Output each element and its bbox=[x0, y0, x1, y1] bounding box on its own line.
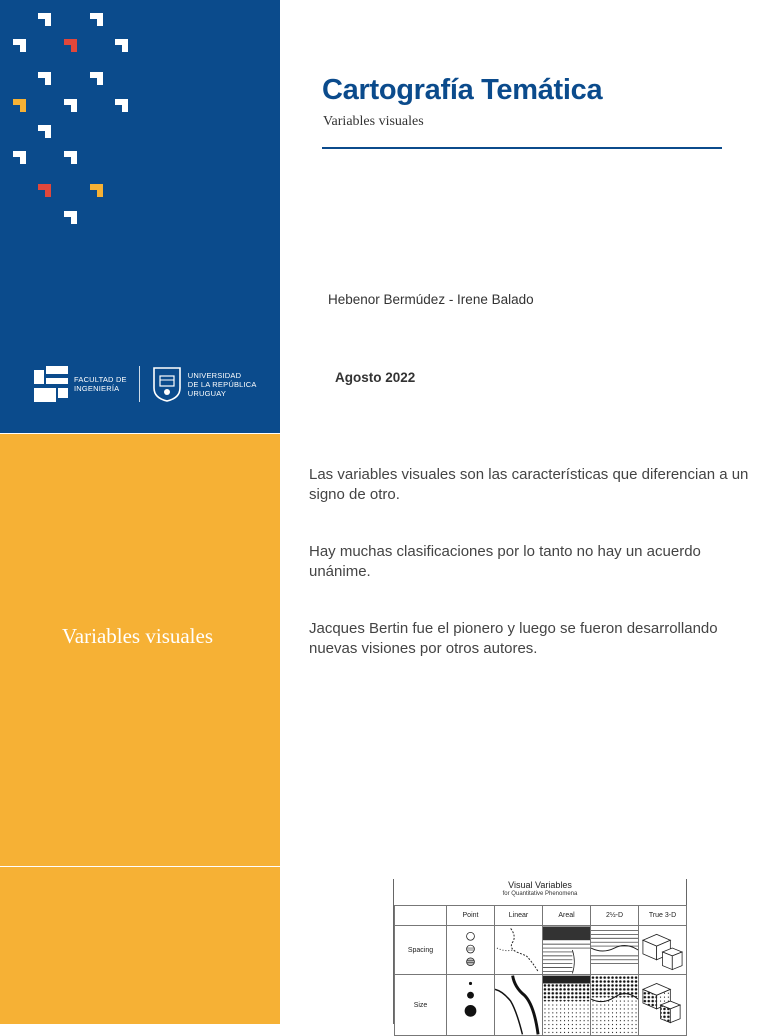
flag-icon bbox=[90, 72, 103, 85]
document-title: Cartografía Temática bbox=[322, 74, 603, 106]
title-divider bbox=[322, 147, 722, 149]
size-3d-symbol bbox=[639, 975, 687, 1036]
flag-icon bbox=[38, 72, 51, 85]
column-header: Point bbox=[447, 906, 495, 926]
paragraph: Las variables visuales son las características que diferencian a un signo de otro. bbox=[309, 466, 749, 503]
flag-icon bbox=[38, 125, 51, 138]
paragraph: Hay muchas clasificaciones por lo tanto no hay un acuerdo unánime. bbox=[309, 543, 701, 580]
column-header: True 3-D bbox=[639, 906, 687, 926]
flag-icon bbox=[38, 184, 51, 197]
column-header: Linear bbox=[495, 906, 543, 926]
column-header: Areal bbox=[543, 906, 591, 926]
spacing-2-5d-symbol bbox=[591, 926, 639, 975]
size-2-5d-symbol bbox=[591, 975, 639, 1036]
university-name: UNIVERSIDAD DE LA REPÚBLICA URUGUAY bbox=[187, 370, 257, 398]
figure-subtitle: for Quantitative Phenomena bbox=[502, 891, 578, 897]
figure-slide bbox=[0, 867, 768, 1024]
authors: Hebenor Bermúdez - Irene Balado bbox=[328, 292, 534, 307]
spacing-point-symbol bbox=[447, 926, 495, 975]
spacing-linear-symbol bbox=[495, 926, 543, 975]
flag-icon bbox=[90, 13, 103, 26]
publication-date: Agosto 2022 bbox=[335, 370, 416, 385]
flag-icon bbox=[13, 151, 26, 164]
document-subtitle: Variables visuales bbox=[323, 114, 424, 129]
table-corner bbox=[395, 906, 447, 926]
flag-icon bbox=[115, 39, 128, 52]
logo-divider bbox=[139, 366, 140, 402]
visual-variables-figure bbox=[393, 879, 687, 1024]
spacing-3d-symbol bbox=[639, 926, 687, 975]
flag-icon bbox=[64, 99, 77, 112]
content-slide bbox=[0, 434, 768, 866]
figure-title: Visual Variables bbox=[508, 880, 572, 890]
row-header: Spacing bbox=[395, 926, 447, 975]
column-header: 2½-D bbox=[591, 906, 639, 926]
size-linear-symbol bbox=[495, 975, 543, 1036]
faculty-logo-icon bbox=[34, 366, 68, 402]
size-areal-symbol bbox=[543, 975, 591, 1036]
faculty-name: FACULTAD DE INGENIERÍA bbox=[74, 375, 127, 393]
flag-icon bbox=[64, 211, 77, 224]
section-title: Variables visuales bbox=[61, 624, 214, 648]
paragraph: Jacques Bertin fue el pionero y luego se fueron desarrollando nuevas visiones por otros autores. bbox=[309, 620, 718, 657]
flag-icon bbox=[13, 39, 26, 52]
flag-icon bbox=[13, 99, 26, 112]
orange-panel bbox=[0, 434, 280, 866]
size-point-symbol bbox=[447, 975, 495, 1036]
flag-icon bbox=[64, 151, 77, 164]
figure-table bbox=[394, 905, 687, 1036]
flag-icon bbox=[64, 39, 77, 52]
university-seal-icon bbox=[152, 366, 182, 402]
row-header: Size bbox=[395, 975, 447, 1036]
orange-panel bbox=[0, 867, 280, 1024]
blue-panel bbox=[0, 0, 280, 433]
title-slide bbox=[0, 0, 768, 433]
flag-icon bbox=[38, 13, 51, 26]
institution-logo bbox=[34, 364, 257, 404]
flag-icon bbox=[90, 184, 103, 197]
spacing-areal-symbol bbox=[543, 926, 591, 975]
flag-icon bbox=[115, 99, 128, 112]
